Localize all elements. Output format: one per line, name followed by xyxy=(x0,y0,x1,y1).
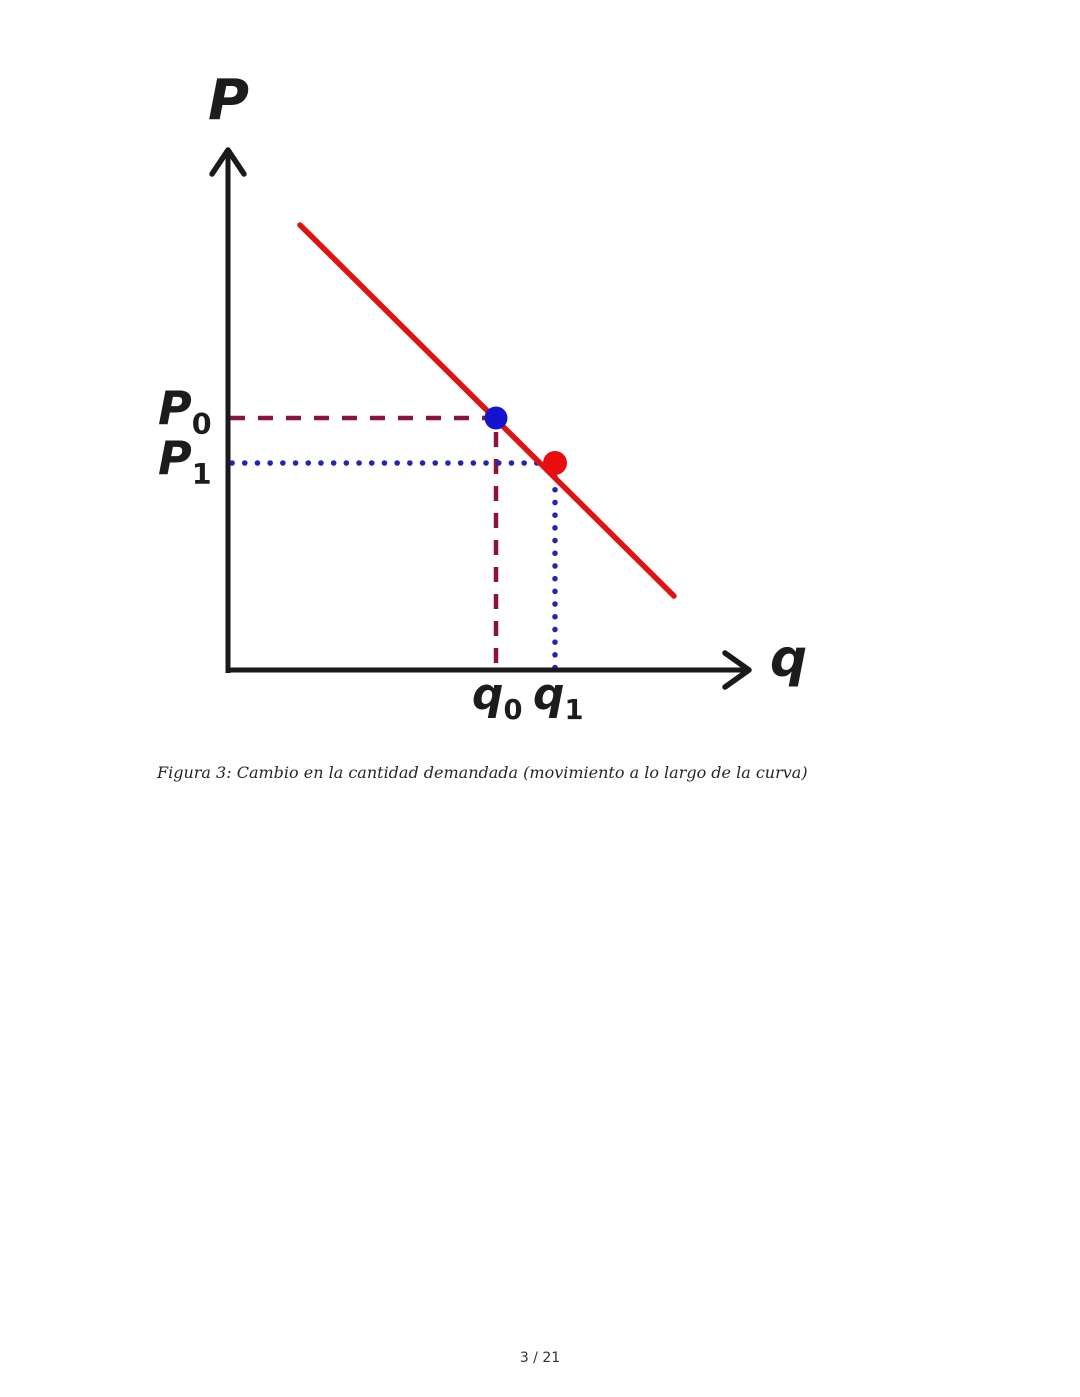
chart-canvas xyxy=(150,85,870,745)
point-new-q1-p1 xyxy=(543,451,567,475)
tick-label-q1: $q_1$ xyxy=(533,669,584,726)
demand-curve-figure xyxy=(150,68,870,745)
point-initial-q0-p0 xyxy=(485,407,508,430)
tick-label-q0: $q_0$ xyxy=(472,669,523,726)
y-axis-label: P xyxy=(208,68,250,133)
page-number: 3 / 21 xyxy=(519,1350,561,1366)
demand-curve xyxy=(300,225,674,596)
tick-label-p0: $P_0$ xyxy=(158,381,212,442)
figure-caption: Figura 3: Cambio en la cantidad demandada (movimiento a lo largo de la curva) xyxy=(157,763,808,782)
x-axis-label: q xyxy=(770,629,808,689)
tick-label-p1: $P_1$ xyxy=(158,431,212,492)
